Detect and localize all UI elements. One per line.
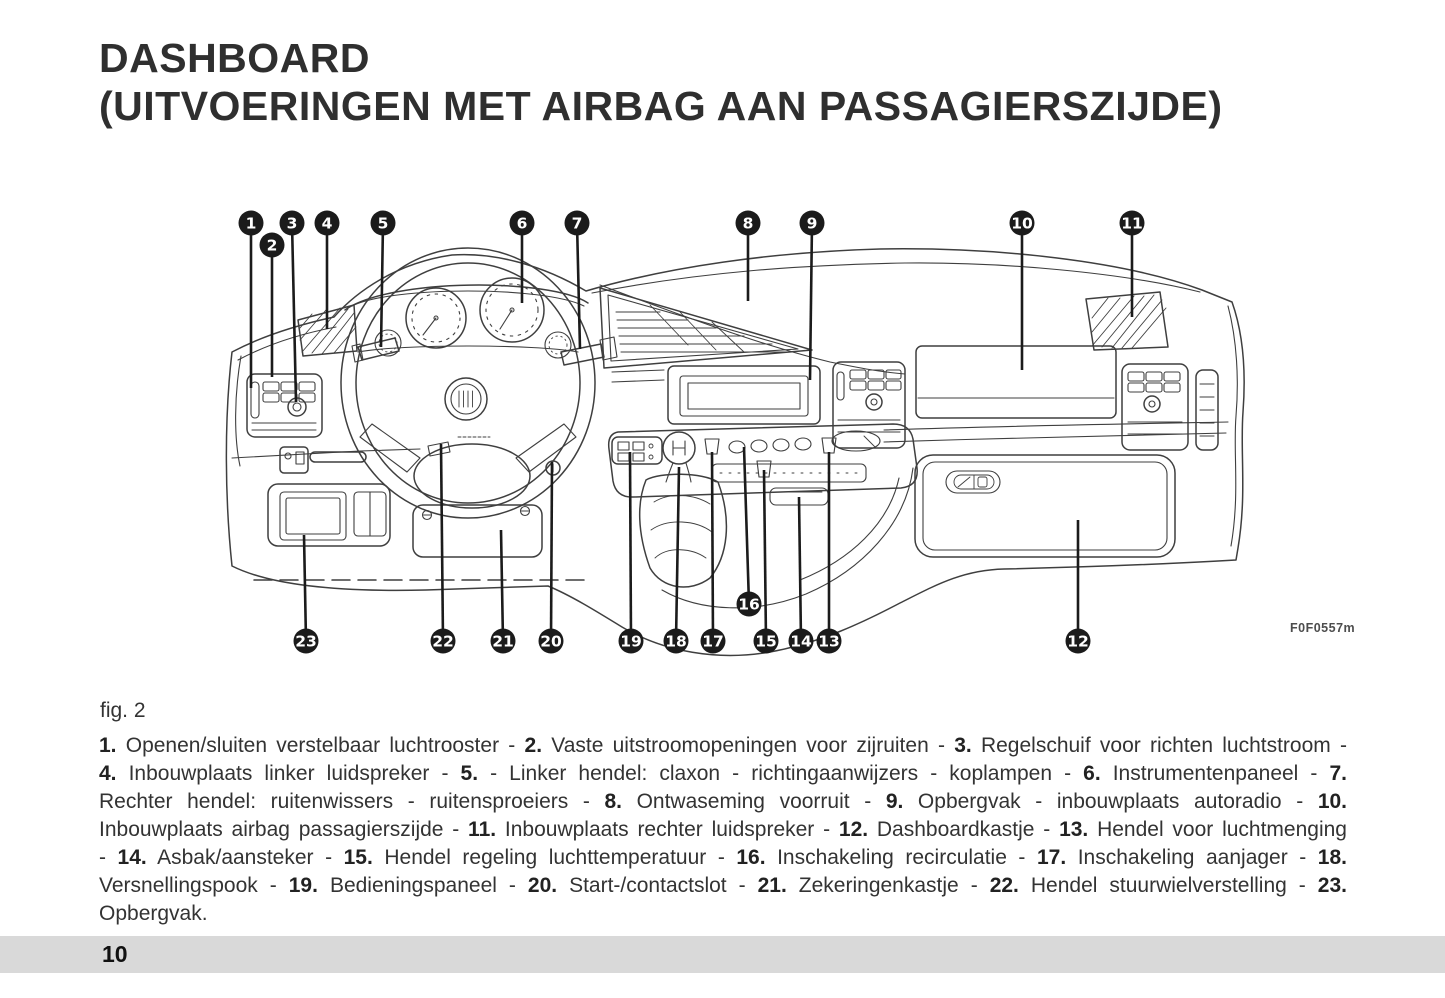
callout-22 <box>431 444 456 654</box>
legend-item-number: 5. <box>460 762 479 785</box>
legend-item-number: 6. <box>1083 762 1101 785</box>
svg-text:23: 23 <box>295 632 317 651</box>
legend-item-number: 20. <box>527 874 558 897</box>
svg-text:6: 6 <box>516 214 528 233</box>
svg-text:3: 3 <box>286 214 298 233</box>
callout-23 <box>294 535 319 654</box>
center-vent <box>833 362 905 448</box>
legend-item-number: 15. <box>343 846 373 869</box>
legend-item-number: 23. <box>1317 874 1347 897</box>
svg-text:5: 5 <box>377 214 389 233</box>
svg-text:22: 22 <box>432 632 454 651</box>
callout-15 <box>754 470 779 654</box>
svg-text:16: 16 <box>738 595 760 614</box>
legend-item-number: 13. <box>1059 818 1089 841</box>
footer-band <box>0 936 1445 973</box>
callout-11 <box>1120 211 1145 318</box>
callout-4 <box>315 211 340 330</box>
legend-item-number: 21. <box>757 874 787 897</box>
legend-item-number: 4. <box>99 762 117 785</box>
page-title-line-1: DASHBOARD <box>99 35 370 81</box>
svg-text:20: 20 <box>540 632 562 651</box>
svg-text:10: 10 <box>1011 214 1033 233</box>
right-vent <box>1122 364 1218 450</box>
center-console <box>609 424 918 608</box>
legend-paragraph: 1. Openen/sluiten verstelbaar luchtrooster - 2. Vaste uitstroomopeningen voor zijruiten - 3. Regelschuif voor richten luchtstroom - 4. Inbouwplaats linker luidspreker - 5. - Linker hendel: claxon - richtingaanwijzers - koplampen - 6. Instrumentenpaneel - 7. Rechter hendel: ruitenwissers - ruitensproeiers - 8. Ontwaseming voorruit - 9. Opbergvak - inbouwplaats autoradio - 10. Inbouwplaats airbag passagierszijde - 11. Inbouwplaats rechter luidspreker - 12. Dashboardkastje - 13. Hendel voor luchtmenging - 14. Asbak/aansteker - 15. Hendel regeling luchttemperatuur - 16. Inschakeling recirculatie - 17. Inschakeling aanjager - 18. Versnellingspook - 19. Bedieningspaneel - 20. Start-/contactslot - 21. Zekeringenkastje - 22. Hendel stuurwielverstelling - 23. Opbergvak. <box>99 734 1348 925</box>
figure-code: F0F0557m <box>1290 621 1356 635</box>
svg-text:4: 4 <box>321 214 333 233</box>
legend-item-number: 9. <box>885 790 904 813</box>
svg-text:1: 1 <box>245 214 257 233</box>
legend-item-number: 18. <box>1317 846 1347 869</box>
control-button-panel <box>612 437 662 464</box>
legend-item-number: 19. <box>288 874 318 897</box>
callout-21 <box>491 530 516 654</box>
svg-text:21: 21 <box>492 632 514 651</box>
right-speaker-grille <box>1086 292 1168 350</box>
legend-item-number: 3. <box>954 734 972 757</box>
svg-text:8: 8 <box>742 214 754 233</box>
legend-item-number: 10. <box>1317 790 1348 813</box>
legend-item-number: 14. <box>117 846 147 869</box>
callout-19 <box>619 452 644 654</box>
svg-text:17: 17 <box>702 632 724 651</box>
svg-text:18: 18 <box>665 632 687 651</box>
legend-item-number: 1. <box>99 734 117 757</box>
svg-text:9: 9 <box>806 214 818 233</box>
callout-16 <box>737 447 762 617</box>
steering-wheel <box>341 248 595 518</box>
page-number: 10 <box>102 941 128 967</box>
heater-controls <box>705 438 866 483</box>
svg-text:15: 15 <box>755 632 777 651</box>
callout-1 <box>239 211 264 389</box>
left-vent <box>247 374 322 437</box>
svg-text:11: 11 <box>1121 214 1143 233</box>
callout-12 <box>1066 520 1091 654</box>
figure-caption: fig. 2 <box>100 699 146 722</box>
left-storage-compartment <box>268 484 390 546</box>
svg-text:19: 19 <box>620 632 642 651</box>
legend-item-number: 16. <box>736 846 766 869</box>
callout-5 <box>371 211 396 348</box>
callout-20 <box>539 462 564 654</box>
legend-item-number: 17. <box>1036 846 1067 869</box>
svg-text:2: 2 <box>266 236 278 255</box>
dashboard-line-art <box>226 248 1244 655</box>
svg-text:7: 7 <box>571 214 583 233</box>
callout-8 <box>736 211 761 302</box>
radio-slot <box>612 366 820 424</box>
legend-item-number: 11. <box>468 818 497 841</box>
callout-2 <box>260 233 285 378</box>
legend-item-number: 22. <box>989 874 1019 897</box>
svg-text:12: 12 <box>1067 632 1089 651</box>
svg-text:13: 13 <box>818 632 840 651</box>
svg-text:14: 14 <box>790 632 812 651</box>
legend-item-number: 7. <box>1329 762 1348 785</box>
glovebox <box>915 455 1175 557</box>
defrost-vent <box>600 288 812 368</box>
legend-item-number: 12. <box>838 818 869 841</box>
legend-item-number: 2. <box>524 734 543 757</box>
legend-item-number: 8. <box>604 790 622 813</box>
page-title-line-2: (UITVOERINGEN MET AIRBAG AAN PASSAGIERSZIJDE) <box>99 83 1223 129</box>
